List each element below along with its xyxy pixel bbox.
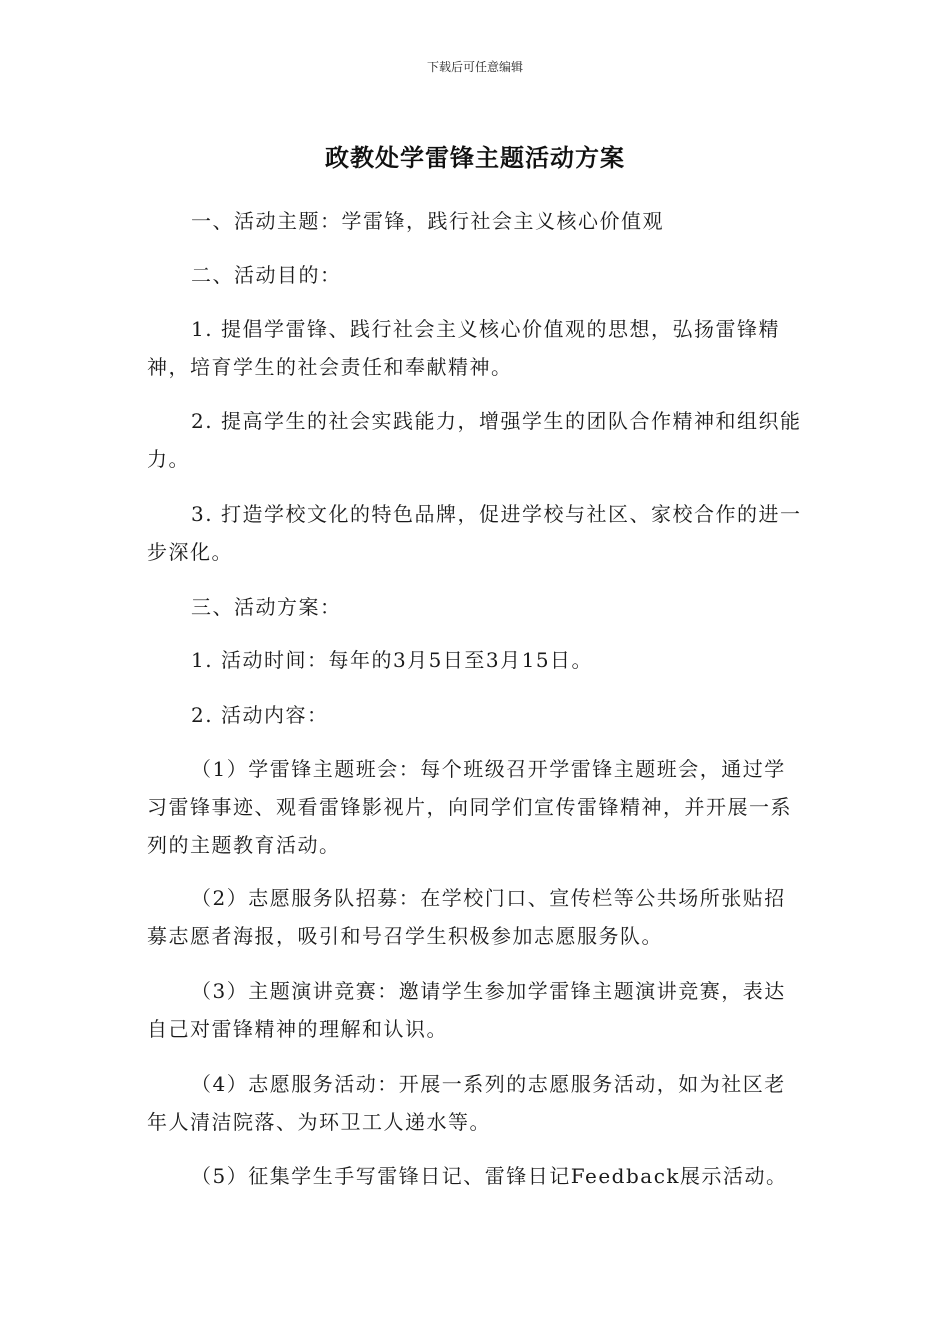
content-item-2: （2）志愿服务队招募：在学校门口、宣传栏等公共场所张贴招募志愿者海报，吸引和号召学生积极参加志愿服务队。: [147, 886, 786, 948]
section-purpose-heading: 二、活动目的：: [191, 263, 342, 287]
content-item-5: （5）征集学生手写雷锋日记、雷锋日记Feedback展示活动。: [191, 1164, 788, 1188]
plan-item-content-heading: 2. 活动内容：: [191, 703, 329, 727]
section-theme: 一、活动主题：学雷锋，践行社会主义核心价值观: [191, 209, 664, 233]
purpose-item-1: 1. 提倡学雷锋、践行社会主义核心价值观的思想，弘扬雷锋精神，培育学生的社会责任和奉献精神。: [147, 317, 780, 379]
section-plan-heading: 三、活动方案：: [191, 595, 342, 619]
content-item-4: （4）志愿服务活动：开展一系列的志愿服务活动，如为社区老年人清洁院落、为环卫工人递水等。: [147, 1072, 786, 1134]
header-note: 下载后可任意编辑: [426, 60, 523, 74]
plan-item-time: 1. 活动时间：每年的3月5日至3月15日。: [191, 648, 594, 672]
content-item-1: （1）学雷锋主题班会：每个班级召开学雷锋主题班会，通过学习雷锋事迹、观看雷锋影视片，向同学们宣传雷锋精神，并开展一系列的主题教育活动。: [147, 757, 792, 857]
document-title: 政教处学雷锋主题活动方案: [325, 144, 625, 172]
purpose-item-3: 3. 打造学校文化的特色品牌，促进学校与社区、家校合作的进一步深化。: [147, 502, 802, 564]
content-item-3: （3）主题演讲竞赛：邀请学生参加学雷锋主题演讲竞赛，表达自己对雷锋精神的理解和认识。: [147, 979, 786, 1041]
purpose-item-2: 2. 提高学生的社会实践能力，增强学生的团队合作精神和组织能力。: [147, 409, 802, 471]
